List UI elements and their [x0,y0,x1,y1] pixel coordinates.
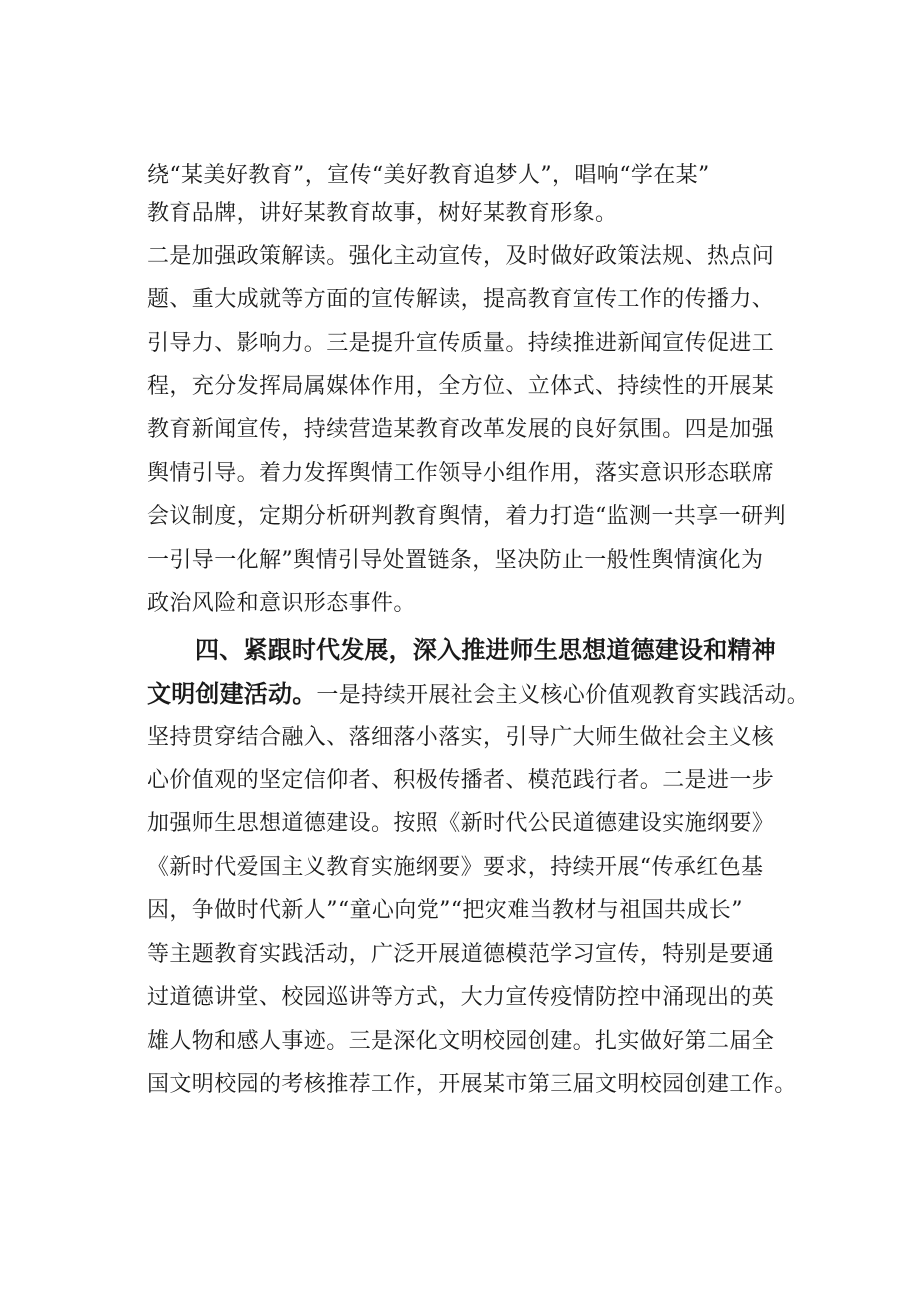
paragraph-line: 二是加强政策解读。强化主动宣传，及时做好政策法规、热点问 [147,244,775,269]
paragraph-line: 引导力、影响力。三是提升宣传质量。持续推进新闻宣传促进工 [147,331,775,356]
paragraph-line: 舆情引导。着力发挥舆情工作领导小组作用，落实意识形态联席 [147,461,775,486]
paragraph-line: 一引导一化解”舆情引导处置链条，坚决防止一般性舆情演化为 [147,548,764,573]
paragraph-line: 题、重大成就等方面的宣传解读，提高教育宣传工作的传播力、 [147,287,775,312]
paragraph-line: 程，充分发挥局属媒体作用，全方位、立体式、持续性的开展某 [147,374,775,399]
section-heading-tail: 文明创建活动。 [147,680,317,708]
paragraph-text: 一是持续开展社会主义核心价值观教育实践活动。 [316,683,810,708]
paragraph-line: 过道德讲堂、校园巡讲等方式，大力宣传疫情防控中涌现出的英 [147,985,775,1010]
paragraph-line: 坚持贯穿结合融入、落细落小落实，引导广大师生做社会主义核 [147,725,775,750]
paragraph-line: 加强师生思想道德建设。按照《新时代公民道德建设实施纲要》 [147,811,775,836]
paragraph-line: 政治风险和意识形态事件。 [147,591,416,616]
paragraph-line: 《新时代爱国主义教育实施纲要》要求，持续开展“传承红色基 [147,855,764,880]
paragraph-line: 教育品牌，讲好某教育故事，树好某教育形象。 [147,201,618,226]
section-heading-line [147,679,809,711]
paragraph-line: 会议制度，定期分析研判教育舆情，着力打造“监测一共享一研判 [147,504,786,529]
paragraph-line: 雄人物和感人事迹。三是深化文明校园创建。扎实做好第二届全 [147,1029,775,1054]
paragraph-line: 等主题教育实践活动，广泛开展道德模范学习宣传，特别是要通 [147,942,775,967]
section-heading: 四、紧跟时代发展，深入推进师生思想道德建设和精神 [195,636,776,664]
paragraph-line: 心价值观的坚定信仰者、积极传播者、模范践行者。二是进一步 [147,768,775,793]
paragraph-line: 教育新闻宣传，持续营造某教育改革发展的良好氛围。四是加强 [147,417,775,442]
paragraph-line: 因，争做时代新人”“童心向党”“把灾难当教材与祖国共成长” [147,898,743,923]
paragraph-line: 绕“某美好教育”，宣传“美好教育追梦人”，唱响“学在某” [147,163,710,188]
paragraph-line: 国文明校园的考核推荐工作，开展某市第三届文明校园创建工作。 [147,1072,797,1097]
